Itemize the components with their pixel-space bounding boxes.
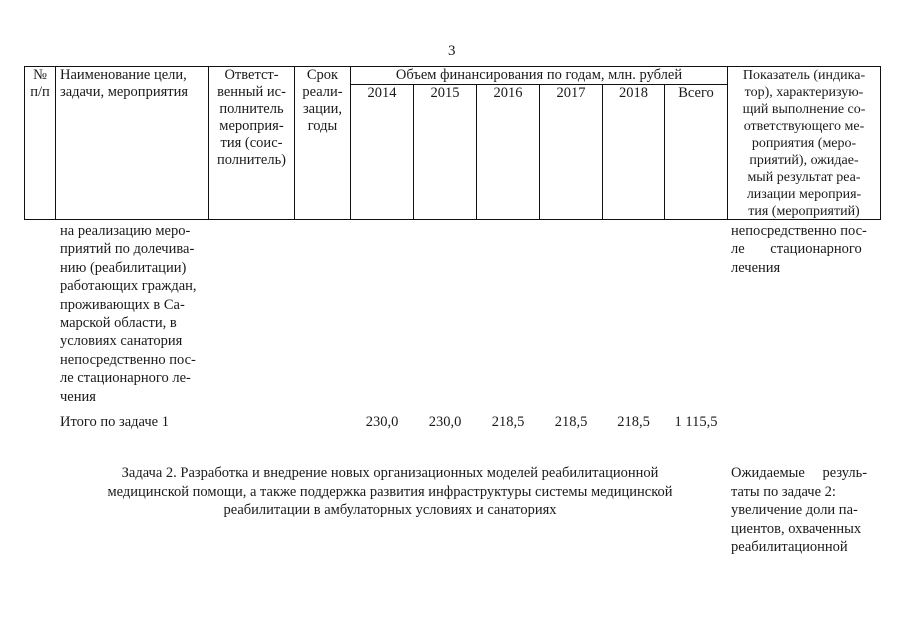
total-2014: 230,0 [365,414,399,430]
header-year-2015: 2015 [430,85,460,101]
indicator-line: непосредственно пос- [731,223,867,239]
total-sum: 1 115,5 [674,414,718,430]
total-label: Итого по задаче 1 [60,414,169,430]
task2-results-line: увеличение доли па- [731,502,858,518]
activity-line: непосредственно пос- [60,351,196,368]
task2-heading [60,464,720,520]
activity-line: ле стационарного ле- [60,370,191,387]
task2-results-line: циентов, охваченных [731,520,862,537]
activity-line: работающих граждан, [60,278,197,295]
border-v7 [539,84,540,220]
task2-results [731,464,881,557]
border-v9 [664,84,665,220]
task2-results-line: реабилитационной [731,539,848,555]
task2-results-line: Ожидаемые резуль- [731,465,868,481]
border-v8 [602,84,603,220]
task2-line: Задача 2. Разработка и внедрение новых организационных моделей реабилитационной [121,465,659,481]
header-year-2018: 2018 [619,85,648,101]
task2-results-line: таты по задаче 2: [731,483,836,500]
border-v1 [55,66,56,220]
activity-description [60,222,208,406]
page-number: 3 [448,43,456,59]
activity-line: проживающих в Са- [60,296,185,313]
header-total: Всего [678,85,714,101]
task2-line: реабилитации в амбулаторных условиях и санаториях [223,502,557,518]
indicator-description [731,222,881,277]
total-2017: 218,5 [554,414,588,430]
header-col-indicator: Показатель (индика- тор), характеризую- щий выполнение со- ответствующего ме- роприятия (меро- приятий), ожидае- мый результат реа- лизации мероприя- тия (мероприятий) [742,68,866,219]
header-col-number: № п/п [30,67,50,100]
activity-line: условиях санатория [60,333,183,350]
header-year-2014: 2014 [367,85,397,101]
total-2016: 218,5 [491,414,525,430]
header-col-financing: Объем финансирования по годам, млн. рублей [395,67,683,83]
border-v11 [880,66,881,220]
header-year-2017: 2017 [556,85,586,101]
header-col-responsible: Ответст- венный ис- полнитель мероприя- тия (соис- полнитель) [216,67,287,168]
header-col-term: Срок реали- зации, годы [302,67,343,134]
activity-line: чения [60,388,96,405]
activity-line: приятий по долечива- [60,241,195,258]
task2-line: медицинской помощи, а также поддержка развития инфраструктуры системы медицинской [107,483,673,500]
header-col-name: Наименование цели, задачи, мероприятия [60,67,189,100]
border-v6 [476,84,477,220]
indicator-line: ле стационарного [731,241,862,258]
activity-line: на реализацию меро- [60,223,191,239]
indicator-line: лечения [731,259,781,276]
activity-line: марской области, в [60,315,177,332]
activity-line: нию (реабилитации) [60,259,187,276]
header-year-2016: 2016 [493,85,523,101]
total-2015: 230,0 [428,414,462,430]
border-v5 [413,84,414,220]
total-2018: 218,5 [617,414,650,430]
